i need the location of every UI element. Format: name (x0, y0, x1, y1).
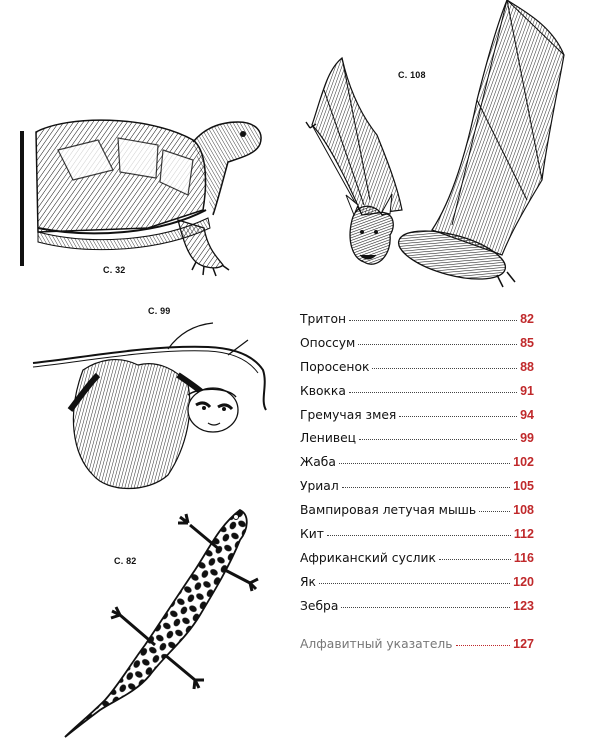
newt-illustration (60, 495, 260, 740)
toc-entry-page: 85 (520, 335, 534, 350)
toc-entry-label: Тритон (300, 312, 347, 326)
sloth-illustration (28, 315, 273, 495)
toc-entry-page: 108 (513, 503, 534, 518)
toc-leader (349, 392, 517, 393)
toc-leader (372, 368, 517, 369)
toc-entry-page: 120 (513, 574, 534, 589)
toc-entry-label: Опоссум (300, 335, 356, 350)
toc-entry[interactable] (300, 312, 534, 336)
toc-entry-label: Кит (300, 527, 324, 542)
toc-entry[interactable] (300, 527, 534, 551)
toc-leader (349, 320, 517, 321)
toc-entry-page: 88 (520, 359, 534, 374)
table-of-contents (300, 312, 534, 660)
toc-entry-label: Вампировая летучая мышь (300, 503, 477, 518)
toc-entry-page: 105 (513, 479, 534, 494)
toc-entry-page: 112 (513, 527, 534, 542)
toc-leader (341, 607, 510, 608)
toc-entry-label: Ленивец (300, 431, 357, 446)
toc-entry-page: 91 (520, 383, 534, 398)
toc-entry[interactable] (300, 503, 534, 527)
toc-leader (327, 535, 511, 536)
toc-index-entry[interactable] (300, 637, 534, 661)
newt-caption: С. 82 (114, 556, 137, 566)
toc-entry-page: 116 (513, 550, 534, 565)
toc-index-label: Алфавитный указатель (300, 636, 453, 651)
toc-entry-page: 94 (520, 407, 534, 422)
toc-entry-label: Зебра (300, 598, 339, 613)
toc-leader (439, 559, 511, 560)
toc-index-page: 127 (513, 636, 534, 651)
toc-entry[interactable] (300, 575, 534, 599)
toc-entry-label: Квокка (300, 383, 346, 398)
toc-entry[interactable] (300, 360, 534, 384)
toc-entry-page: 102 (513, 455, 534, 470)
toc-entry[interactable] (300, 455, 534, 479)
toc-entry[interactable] (300, 599, 534, 623)
toc-entry[interactable] (300, 336, 534, 360)
toc-entry-label: Поросенок (300, 359, 370, 374)
sloth-caption: С. 99 (148, 306, 171, 316)
edge-marker (20, 131, 24, 266)
toc-entry-label: Гремучая змея (300, 407, 397, 422)
toc-leader (319, 583, 510, 584)
toc-entry-label: Жаба (300, 455, 336, 470)
turtle-illustration (28, 110, 273, 280)
toc-entry-page: 82 (520, 312, 534, 326)
toc-entry[interactable] (300, 408, 534, 432)
toc-leader (342, 487, 510, 488)
toc-entry[interactable] (300, 551, 534, 575)
toc-entry[interactable] (300, 384, 534, 408)
toc-leader (339, 463, 510, 464)
toc-entry-label: Як (300, 574, 316, 589)
toc-leader (358, 344, 517, 345)
toc-leader (479, 511, 510, 512)
toc-entry[interactable] (300, 431, 534, 455)
toc-leader (456, 645, 511, 646)
turtle-caption: С. 32 (103, 265, 126, 275)
bat-illustration (302, 0, 567, 300)
toc-entry-page: 123 (513, 598, 534, 613)
toc-entry-label: Уриал (300, 479, 339, 494)
toc-entry-page: 99 (520, 431, 534, 446)
toc-entry[interactable] (300, 479, 534, 503)
bat-caption: С. 108 (398, 70, 426, 80)
toc-entry-label: Африканский суслик (300, 550, 436, 565)
toc-leader (399, 416, 517, 417)
toc-leader (359, 439, 517, 440)
